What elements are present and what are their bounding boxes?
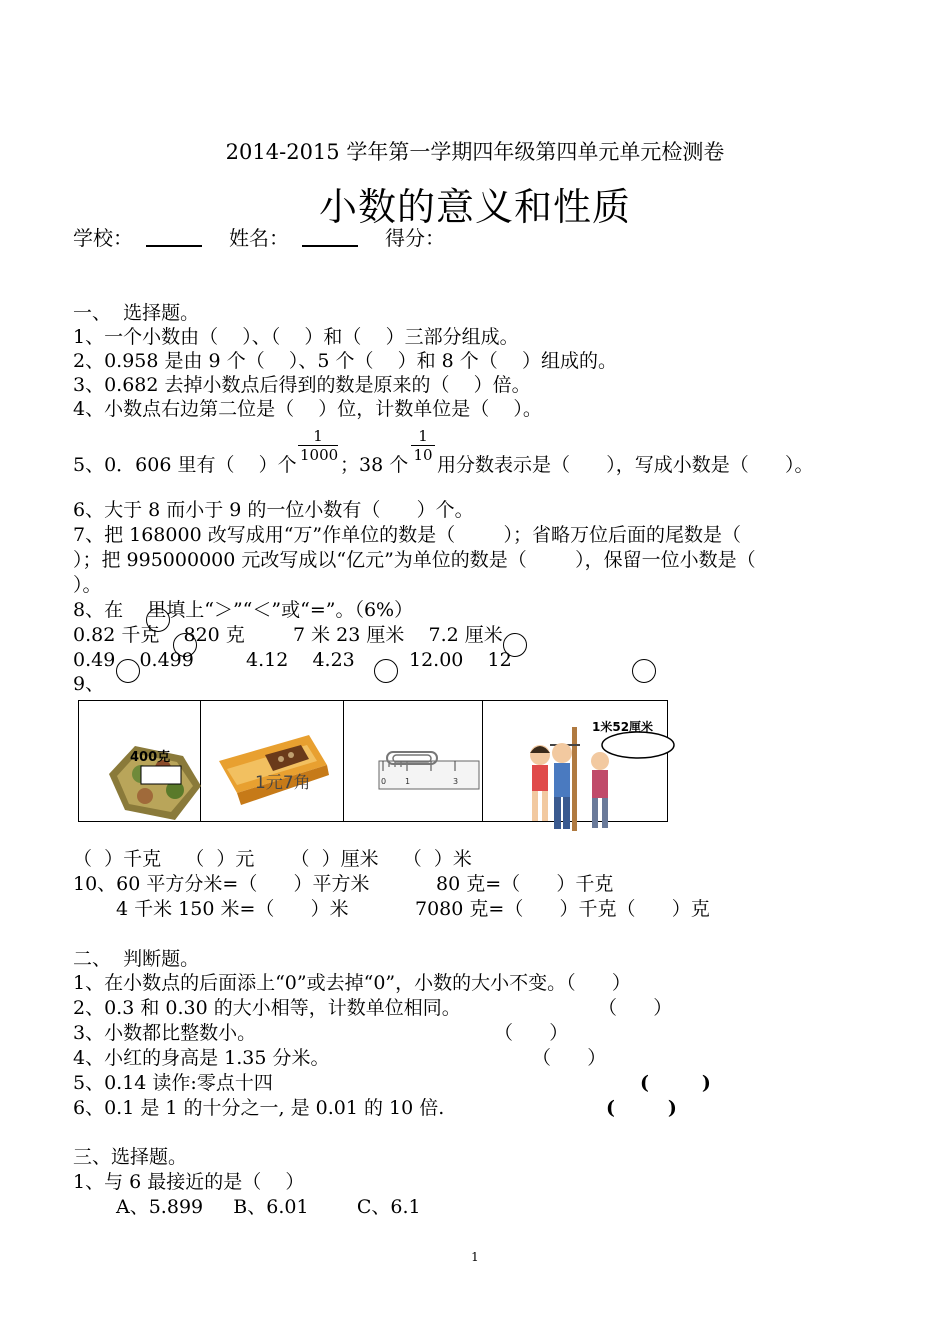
compare-circle[interactable] — [146, 608, 170, 632]
s3-question-1: 1、与 6 最接近的是（ ） — [73, 1171, 305, 1193]
q8-row2-b: 4.12 4.23 — [246, 649, 355, 671]
s1-question-5-part2: ；38 个 — [340, 454, 409, 476]
s2-question-5-answer[interactable]: ( ) — [640, 1072, 711, 1094]
fraction-denominator: 1000 — [300, 446, 339, 464]
weight-tag: 400克 — [130, 750, 171, 765]
s1-question-6: 6、大于 8 而小于 9 的一位小数有（ ）个。 — [73, 499, 474, 521]
q9-answers: （ ）千克 （ ）元 （ ）厘米 （ ）米 — [73, 848, 472, 870]
s2-question-6: 6、0.1 是 1 的十分之一, 是 0.01 的 10 倍. — [73, 1097, 445, 1119]
compare-circle[interactable] — [374, 659, 398, 683]
paperclip-ruler-image — [365, 730, 475, 786]
fraction-one-thousandth — [298, 427, 338, 464]
svg-text:0: 0 — [381, 777, 387, 786]
s1-question-8-intro: 8、在 里填上“＞”“＜”或“=”。（6%） — [73, 599, 414, 621]
q8-row2-a: 0.49 0.499 — [73, 649, 194, 671]
q10-line1-a: 10、60 平方分米=（ ）平方米 — [73, 873, 370, 895]
height-tag: 1米52厘米 — [592, 720, 654, 734]
compare-circle[interactable] — [116, 659, 140, 683]
s3-question-1-options: A、5.899 B、6.01 C、6.1 — [116, 1196, 421, 1218]
s2-question-4-answer[interactable]: （ ） — [532, 1047, 607, 1069]
q8-row2-c: 12.00 12 — [409, 649, 512, 671]
s2-question-2-answer[interactable]: （ ） — [598, 997, 673, 1019]
name-blank[interactable] — [302, 245, 358, 247]
fraction-numerator: 1 — [411, 427, 435, 446]
section1-heading: 一、 选择题。 — [73, 302, 200, 324]
score-label: 得分： — [385, 226, 445, 250]
s2-question-3-answer[interactable]: （ ） — [494, 1022, 569, 1044]
s2-question-1: 1、在小数点的后面添上“0”或去掉“0”，小数的大小不变。（ ） — [73, 972, 631, 994]
compare-circle[interactable] — [173, 633, 197, 657]
s1-question-2: 2、0.958 是由 9 个（ ）、5 个（ ）和 8 个（ ）组成的。 — [73, 350, 617, 372]
compare-circle[interactable] — [632, 659, 656, 683]
name-label: 姓名： — [229, 226, 289, 250]
exam-title: 2014-2015 学年第一学期四年级第四单元单元检测卷 — [225, 140, 725, 164]
svg-text:3: 3 — [453, 777, 459, 786]
section2-heading: 二、 判断题。 — [73, 948, 200, 970]
q10-line2-b: 7080 克=（ ）千克（ ）克 — [415, 898, 710, 920]
s2-question-3: 3、小数都比整数小。 — [73, 1022, 257, 1044]
school-label: 学校： — [73, 226, 133, 250]
s1-question-9-label: 9、 — [73, 673, 105, 695]
s1-question-7-line2: ）；把 995000000 元改写成以“亿元”为单位的数是（ ），保留一位小数是（ — [73, 549, 756, 571]
s2-question-2: 2、0.3 和 0.30 的大小相等，计数单位相同。 — [73, 997, 461, 1019]
fraction-denominator: 10 — [413, 446, 433, 464]
fraction-numerator: 1 — [298, 427, 338, 446]
q10-line2-a: 4 千米 150 米=（ ）米 — [116, 898, 349, 920]
s1-question-1: 1、一个小数由（ ）、（ ）和（ ）三部分组成。 — [73, 326, 519, 348]
exam-subtitle: 小数的意义和性质 — [318, 185, 631, 229]
svg-text:1: 1 — [405, 777, 411, 786]
s1-question-5-part1: 5、0．606 里有（ ）个 — [73, 454, 297, 476]
q8-row1-a: 0.82 千克 820 克 — [73, 624, 245, 646]
school-blank[interactable] — [146, 245, 202, 247]
compare-circle[interactable] — [503, 633, 527, 657]
s1-question-7-line1: 7、把 168000 改写成用“万”作单位的数是（ ）；省略万位后面的尾数是（ — [73, 524, 741, 546]
q8-row1-b: 7 米 23 厘米 7.2 厘米 — [293, 624, 503, 646]
s2-question-6-answer[interactable]: ( ) — [606, 1097, 677, 1119]
s1-question-5-part3: 用分数表示是（ ），写成小数是（ ）。 — [437, 454, 814, 476]
price-tag: 1元7角 — [255, 773, 311, 793]
s1-question-4: 4、小数点右边第二位是（ ）位，计数单位是（ ）。 — [73, 398, 542, 420]
section3-heading: 三、选择题。 — [73, 1146, 188, 1168]
s1-question-7-line3: ）。 — [73, 574, 102, 596]
snack-bar-image — [207, 712, 337, 812]
s2-question-4: 4、小红的身高是 1.35 分米。 — [73, 1047, 330, 1069]
page-number: 1 — [471, 1250, 479, 1264]
s2-question-5: 5、0.14 读作:零点十四 — [73, 1072, 273, 1094]
fraction-one-tenth — [411, 427, 435, 464]
s1-question-3: 3、0.682 去掉小数点后得到的数是原来的（ ）倍。 — [73, 374, 531, 396]
q10-line1-b: 80 克=（ ）千克 — [436, 873, 614, 895]
